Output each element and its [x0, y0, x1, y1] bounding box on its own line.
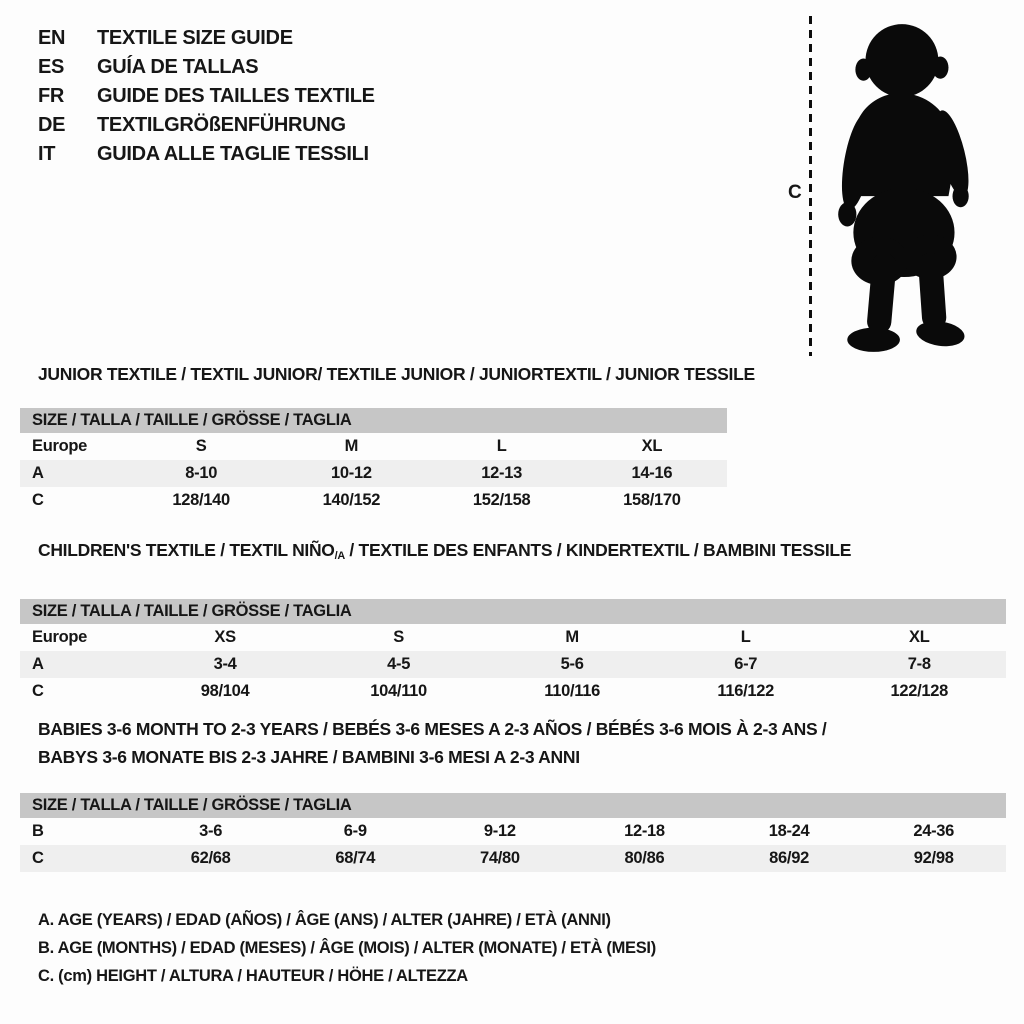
- size-cell: XL: [641, 437, 663, 455]
- height-cell: 80/86: [624, 849, 665, 867]
- junior-size-table: [20, 408, 727, 514]
- size-cell: M: [565, 628, 579, 647]
- size-cell: XL: [908, 628, 930, 647]
- age-cell: 5-6: [560, 655, 584, 674]
- row-label: C: [32, 491, 44, 509]
- section-title: [38, 540, 1006, 566]
- lang-title: TEXTILE SIZE GUIDE: [97, 27, 293, 49]
- age-cell: 14-16: [631, 464, 673, 482]
- legend-age-years: A. AGE (YEARS) / EDAD (AÑOS) / ÂGE (ANS) / ALTER (JAHRE) / ETÀ (ANNI): [38, 911, 611, 929]
- legend-age-months: B. AGE (MONTHS) / EDAD (MESES) / ÂGE (MOIS) / ALTER (MONATE) / ETÀ (MESI): [38, 939, 656, 957]
- row-label: C: [32, 849, 44, 867]
- title-pre: CHILDREN'S TEXTILE / TEXTIL NIÑO: [38, 540, 335, 560]
- height-cell: 74/80: [479, 849, 520, 867]
- height-cell: 68/74: [335, 849, 376, 867]
- months-cell: 18-24: [768, 822, 810, 840]
- height-cell: 98/104: [200, 682, 250, 701]
- table-row: [20, 460, 727, 487]
- toddler-silhouette-icon: [826, 14, 990, 358]
- section-title-line2: BABYS 3-6 MONATE BIS 2-3 JAHRE / BAMBINI 3-6 MESI A 2-3 ANNI: [38, 747, 580, 767]
- section-junior-textile: [20, 364, 755, 514]
- age-cell: 3-4: [213, 655, 237, 674]
- table-row: [20, 624, 1006, 651]
- language-title-list: [38, 24, 375, 169]
- height-cell: 110/116: [544, 682, 601, 701]
- height-cell: 104/110: [370, 682, 427, 701]
- months-cell: 9-12: [483, 822, 516, 840]
- row-label: B: [32, 822, 44, 840]
- height-cell: 140/152: [322, 491, 381, 509]
- size-cell: L: [740, 628, 751, 647]
- height-cell: 158/170: [623, 491, 681, 509]
- table-header: SIZE / TALLA / TAILLE / GRÖSSE / TAGLIA: [20, 408, 727, 433]
- months-cell: 3-6: [199, 822, 223, 840]
- section-title: JUNIOR TEXTILE / TEXTIL JUNIOR/ TEXTILE JUNIOR / JUNIORTEXTIL / JUNIOR TESSILE: [38, 364, 755, 384]
- table-header: SIZE / TALLA / TAILLE / GRÖSSE / TAGLIA: [20, 793, 1006, 818]
- size-cell: XS: [214, 628, 236, 647]
- lang-row-fr: [38, 82, 375, 111]
- size-cell: S: [393, 628, 404, 647]
- section-childrens-textile: [20, 540, 1006, 705]
- lang-code: FR: [38, 85, 65, 107]
- lang-row-en: [38, 24, 375, 53]
- measure-legend: [38, 906, 656, 990]
- age-cell: 7-8: [907, 655, 931, 674]
- age-cell: 6-7: [734, 655, 758, 674]
- title-post: / TEXTILE DES ENFANTS / KINDERTEXTIL / BAMBINI TESSILE: [344, 540, 852, 560]
- table-header: SIZE / TALLA / TAILLE / GRÖSSE / TAGLIA: [20, 599, 1006, 624]
- height-measure-figure: [779, 8, 997, 364]
- height-cell: 116/122: [717, 682, 774, 701]
- table-row: [20, 845, 1006, 872]
- section-babies-textile: [20, 715, 1006, 872]
- lang-row-es: [38, 53, 375, 82]
- height-cell: 128/140: [172, 491, 230, 509]
- row-label: C: [32, 682, 44, 701]
- lang-code: DE: [38, 114, 66, 136]
- months-cell: 24-36: [913, 822, 955, 840]
- legend-height-cm: C. (cm) HEIGHT / ALTURA / HAUTEUR / HÖHE / ALTEZZA: [38, 967, 468, 985]
- height-cell: 92/98: [913, 849, 954, 867]
- lang-code: EN: [38, 27, 66, 49]
- table-row: [20, 433, 727, 460]
- age-cell: 4-5: [387, 655, 411, 674]
- size-cell: S: [195, 437, 207, 455]
- lang-title: TEXTILGRÖßENFÜHRUNG: [97, 114, 346, 136]
- title-subscript: /A: [334, 550, 345, 563]
- size-cell: M: [344, 437, 359, 455]
- table-row: [20, 487, 727, 514]
- months-cell: 6-9: [343, 822, 367, 840]
- table-row: [20, 678, 1006, 705]
- lang-title: GUIDE DES TAILLES TEXTILE: [97, 85, 375, 107]
- age-cell: 10-12: [331, 464, 372, 482]
- age-cell: 8-10: [185, 464, 218, 482]
- height-cell: 152/158: [472, 491, 531, 509]
- babies-size-table: [20, 793, 1006, 872]
- lang-row-de: [38, 111, 375, 140]
- lang-code: ES: [38, 56, 65, 78]
- dotted-height-line: [809, 16, 812, 356]
- table-row: [20, 818, 1006, 845]
- row-label: A: [32, 655, 44, 674]
- measure-c-label: C: [788, 182, 802, 203]
- section-title-line1: BABIES 3-6 MONTH TO 2-3 YEARS / BEBÉS 3-6 MESES A 2-3 AÑOS / BÉBÉS 3-6 MOIS À 2-3 ANS /: [38, 719, 827, 739]
- height-cell: 62/68: [190, 849, 231, 867]
- size-cell: L: [496, 437, 507, 455]
- lang-code: IT: [38, 143, 56, 165]
- children-size-table: [20, 599, 1006, 705]
- months-cell: 12-18: [624, 822, 665, 840]
- lang-title: GUIDA ALLE TAGLIE TESSILI: [97, 143, 369, 165]
- height-cell: 86/92: [769, 849, 809, 867]
- row-label: Europe: [32, 628, 88, 647]
- table-row: [20, 651, 1006, 678]
- lang-title: GUÍA DE TALLAS: [97, 56, 259, 78]
- height-cell: 122/128: [890, 682, 948, 701]
- age-cell: 12-13: [481, 464, 522, 482]
- row-label: A: [32, 464, 44, 482]
- lang-row-it: [38, 140, 375, 169]
- row-label: Europe: [32, 437, 88, 455]
